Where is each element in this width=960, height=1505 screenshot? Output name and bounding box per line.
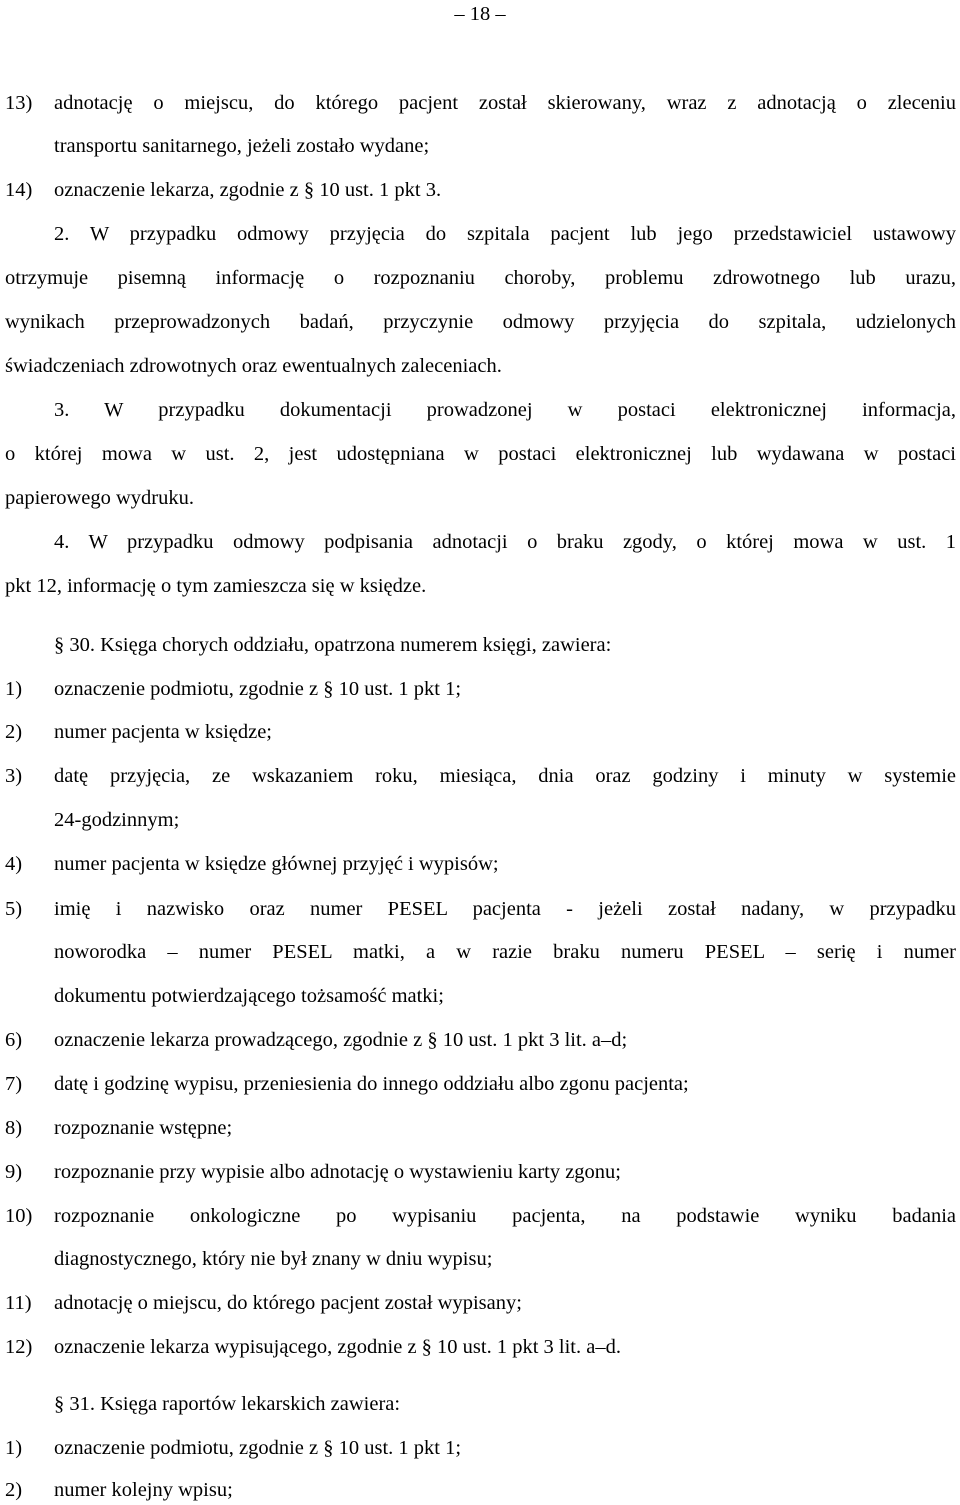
paragraph-line: świadczeniach zdrowotnych oraz ewentualnych zaleceniach. [5,355,502,377]
paragraph-line: wynikach przeprowadzonych badań, przyczynie odmowy przyjęcia do szpitala, udzielonych [5,311,956,333]
list-item-number: 6) [5,1029,23,1051]
paragraph-line: papierowego wydruku. [5,487,195,509]
list-item-number: 9) [5,1161,23,1183]
list-item-text: oznaczenie podmiotu, zgodnie z § 10 ust. 1 pkt 1; [54,678,462,700]
list-item-text: rozpoznanie przy wypisie albo adnotację o wystawieniu karty zgonu; [54,1161,621,1183]
paragraph-line: otrzymuje pisemną informację o rozpoznaniu choroby, problemu zdrowotnego lub urazu, [5,267,956,289]
list-item-text: oznaczenie lekarza wypisującego, zgodnie z § 10 ust. 1 pkt 3 lit. a–d. [54,1336,621,1358]
list-item-number: 3) [5,765,23,787]
list-item-text: oznaczenie podmiotu, zgodnie z § 10 ust. 1 pkt 1; [54,1437,462,1459]
list-item-number: 12) [5,1336,33,1358]
list-item-text: rozpoznanie wstępne; [54,1117,233,1139]
list-item-text: datę i godzinę wypisu, przeniesienia do innego oddziału albo zgonu pacjenta; [54,1073,689,1095]
list-item-text: 24-godzinnym; [54,809,180,831]
list-item-number: 8) [5,1117,23,1139]
list-item-text: noworodka – numer PESEL matki, a w razie braku numeru PESEL – serię i numer [54,941,956,963]
list-item-text: rozpoznanie onkologiczne po wypisaniu pacjenta, na podstawie wyniku badania [54,1205,956,1227]
list-item-text: transportu sanitarnego, jeżeli zostało wydane; [54,135,430,157]
list-item-number: 2) [5,721,23,743]
list-item-number: 1) [5,1437,23,1459]
list-item-text: oznaczenie lekarza, zgodnie z § 10 ust. 1 pkt 3. [54,179,442,201]
list-item-number: 4) [5,853,23,875]
list-item-text: adnotację o miejscu, do którego pacjent został skierowany, wraz z adnotacją o zleceniu [54,92,956,114]
list-item-text: adnotację o miejscu, do którego pacjent został wypisany; [54,1292,522,1314]
paragraph-line: pkt 12, informację o tym zamieszcza się w księdze. [5,575,427,597]
list-item-text: datę przyjęcia, ze wskazaniem roku, miesiąca, dnia oraz godziny i minuty w systemie [54,765,956,787]
section-heading-30: § 30. Księga chorych oddziału, opatrzona numerem księgi, zawiera: [54,634,612,656]
list-item-text: numer pacjenta w księdze głównej przyjęć i wypisów; [54,853,499,875]
paragraph-line: 3. W przypadku dokumentacji prowadzonej w postaci elektronicznej informacja, [54,399,956,421]
paragraph-line: o której mowa w ust. 2, jest udostępniana w postaci elektronicznej lub wydawana w postaci [5,443,956,465]
list-item-number: 5) [5,898,23,920]
list-item-number: 10) [5,1205,33,1227]
list-item-text: dokumentu potwierdzającego tożsamość matki; [54,985,444,1007]
list-item-text: imię i nazwisko oraz numer PESEL pacjenta - jeżeli został nadany, w przypadku [54,898,956,920]
list-item-text: diagnostycznego, który nie był znany w dniu wypisu; [54,1248,493,1270]
list-item-number: 7) [5,1073,23,1095]
list-item-text: numer pacjenta w księdze; [54,721,273,743]
list-item-number: 13) [5,92,33,114]
section-heading-31: § 31. Księga raportów lekarskich zawiera: [54,1393,401,1415]
list-item-number: 11) [5,1292,32,1314]
list-item-number: 14) [5,179,33,201]
list-item-number: 2) [5,1479,23,1501]
list-item-text: numer kolejny wpisu; [54,1479,233,1501]
paragraph-line: 4. W przypadku odmowy podpisania adnotacji o braku zgody, o której mowa w ust. 1 [54,531,956,553]
paragraph-line: 2. W przypadku odmowy przyjęcia do szpitala pacjent lub jego przedstawiciel ustawowy [54,223,956,245]
list-item-number: 1) [5,678,23,700]
list-item-text: oznaczenie lekarza prowadzącego, zgodnie z § 10 ust. 1 pkt 3 lit. a–d; [54,1029,628,1051]
page-number: – 18 – [454,3,506,25]
